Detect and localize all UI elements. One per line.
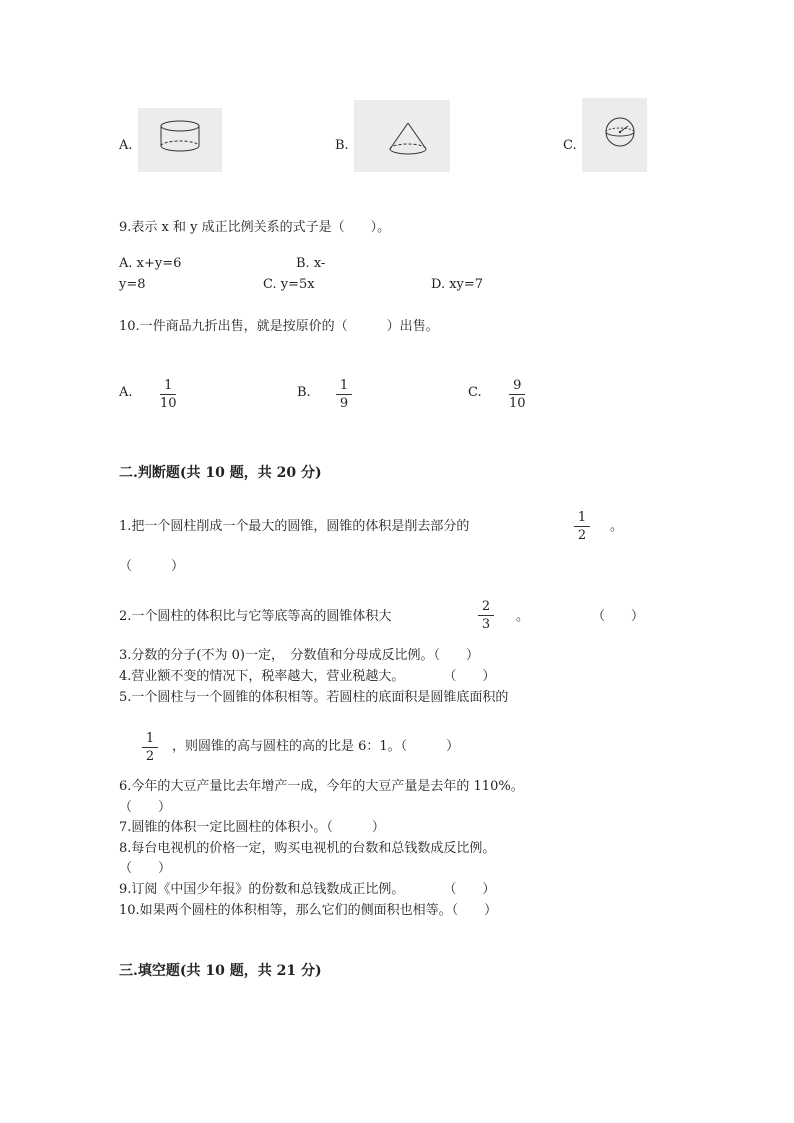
q9-option-a: A. x+y=6 bbox=[119, 256, 182, 271]
q10-option-b-label: B. bbox=[297, 385, 311, 400]
numerator: 1 bbox=[145, 731, 155, 746]
judge-2-end: 。 bbox=[516, 609, 530, 624]
judge-5-fraction bbox=[142, 731, 158, 764]
cylinder-icon bbox=[138, 108, 222, 172]
judge-2-fraction bbox=[478, 599, 494, 632]
judge-6-answer-paren: （ ） bbox=[119, 800, 172, 815]
numerator: 1 bbox=[164, 378, 173, 393]
judge-8-answer-paren: （ ） bbox=[119, 861, 172, 876]
fraction-bar bbox=[574, 526, 590, 527]
fraction-bar bbox=[336, 394, 352, 395]
q8-option-b-label: B. bbox=[335, 138, 349, 153]
judge-1-text: 1.把一个圆柱削成一个最大的圆锥，圆锥的体积是削去部分的 bbox=[119, 519, 470, 534]
judge-3: 3.分数的分子(不为 0)一定， 分数值和分母成反比例。（ ） bbox=[119, 648, 479, 663]
judge-8: 8.每台电视机的价格一定，购买电视机的台数和总钱数成反比例。 bbox=[119, 841, 496, 856]
judge-10: 10.如果两个圆柱的体积相等，那么它们的侧面积也相等。（ ） bbox=[119, 903, 498, 918]
judge-2-answer-paren: （ ） bbox=[592, 609, 645, 624]
numerator: 1 bbox=[577, 510, 587, 525]
q10-option-c-label: C. bbox=[468, 385, 482, 400]
judge-1-answer-paren: （ ） bbox=[119, 559, 185, 574]
sphere-icon bbox=[582, 98, 647, 172]
q9-option-c: C. y=5x bbox=[263, 277, 315, 292]
judge-9: 9.订阅《中国少年报》的份数和总钱数成正比例。 （ ） bbox=[119, 882, 496, 897]
judge-6: 6.今年的大豆产量比去年增产一成，今年的大豆产量是去年的 110%。 bbox=[119, 779, 524, 794]
section3-title: 三.填空题(共 10 题，共 21 分) bbox=[119, 963, 322, 979]
q8-option-a-label: A. bbox=[119, 138, 133, 153]
numerator: 9 bbox=[513, 378, 522, 393]
judge-1-end: 。 bbox=[610, 519, 624, 534]
q9-option-b-cont: y=8 bbox=[119, 277, 146, 292]
q8-option-c-label: C. bbox=[563, 138, 577, 153]
denominator: 10 bbox=[509, 396, 526, 411]
section2-title: 二.判断题(共 10 题，共 20 分) bbox=[119, 465, 322, 481]
fraction-bar bbox=[478, 615, 494, 616]
q10-option-a-label: A. bbox=[119, 385, 133, 400]
q8-option-b-figure bbox=[354, 100, 450, 172]
q9-stem: 9.表示 x 和 y 成正比例关系的式子是（ ）。 bbox=[119, 220, 391, 235]
fraction-bar bbox=[142, 747, 158, 748]
judge-5-text: 5.一个圆柱与一个圆锥的体积相等。若圆柱的底面积是圆锥底面积的 bbox=[119, 690, 509, 705]
denominator: 2 bbox=[145, 749, 155, 764]
cone-icon bbox=[354, 100, 450, 172]
judge-1-fraction bbox=[574, 510, 590, 543]
judge-5-cont: ，则圆锥的高与圆柱的高的比是 6：1。（ ） bbox=[172, 739, 460, 754]
denominator: 3 bbox=[481, 617, 491, 632]
denominator: 10 bbox=[160, 396, 177, 411]
q10-option-b-fraction bbox=[336, 378, 352, 411]
fraction-bar bbox=[160, 394, 176, 395]
denominator: 2 bbox=[577, 528, 587, 543]
numerator: 1 bbox=[339, 378, 349, 393]
q8-option-c-figure bbox=[582, 98, 647, 172]
denominator: 9 bbox=[339, 396, 349, 411]
q9-option-b: B. x- bbox=[296, 256, 326, 271]
q10-stem: 10.一件商品九折出售，就是按原价的（ ）出售。 bbox=[119, 319, 439, 334]
fraction-bar bbox=[509, 394, 525, 395]
q8-option-a-figure bbox=[138, 108, 222, 172]
q9-option-d: D. xy=7 bbox=[431, 277, 484, 292]
judge-7: 7.圆锥的体积一定比圆柱的体积小。（ ） bbox=[119, 820, 385, 835]
numerator: 2 bbox=[481, 599, 491, 614]
q10-option-a-fraction bbox=[160, 378, 177, 411]
judge-4: 4.营业额不变的情况下，税率越大，营业税越大。 （ ） bbox=[119, 669, 496, 684]
judge-2-text: 2.一个圆柱的体积比与它等底等高的圆锥体积大 bbox=[119, 609, 392, 624]
q10-option-c-fraction bbox=[509, 378, 526, 411]
